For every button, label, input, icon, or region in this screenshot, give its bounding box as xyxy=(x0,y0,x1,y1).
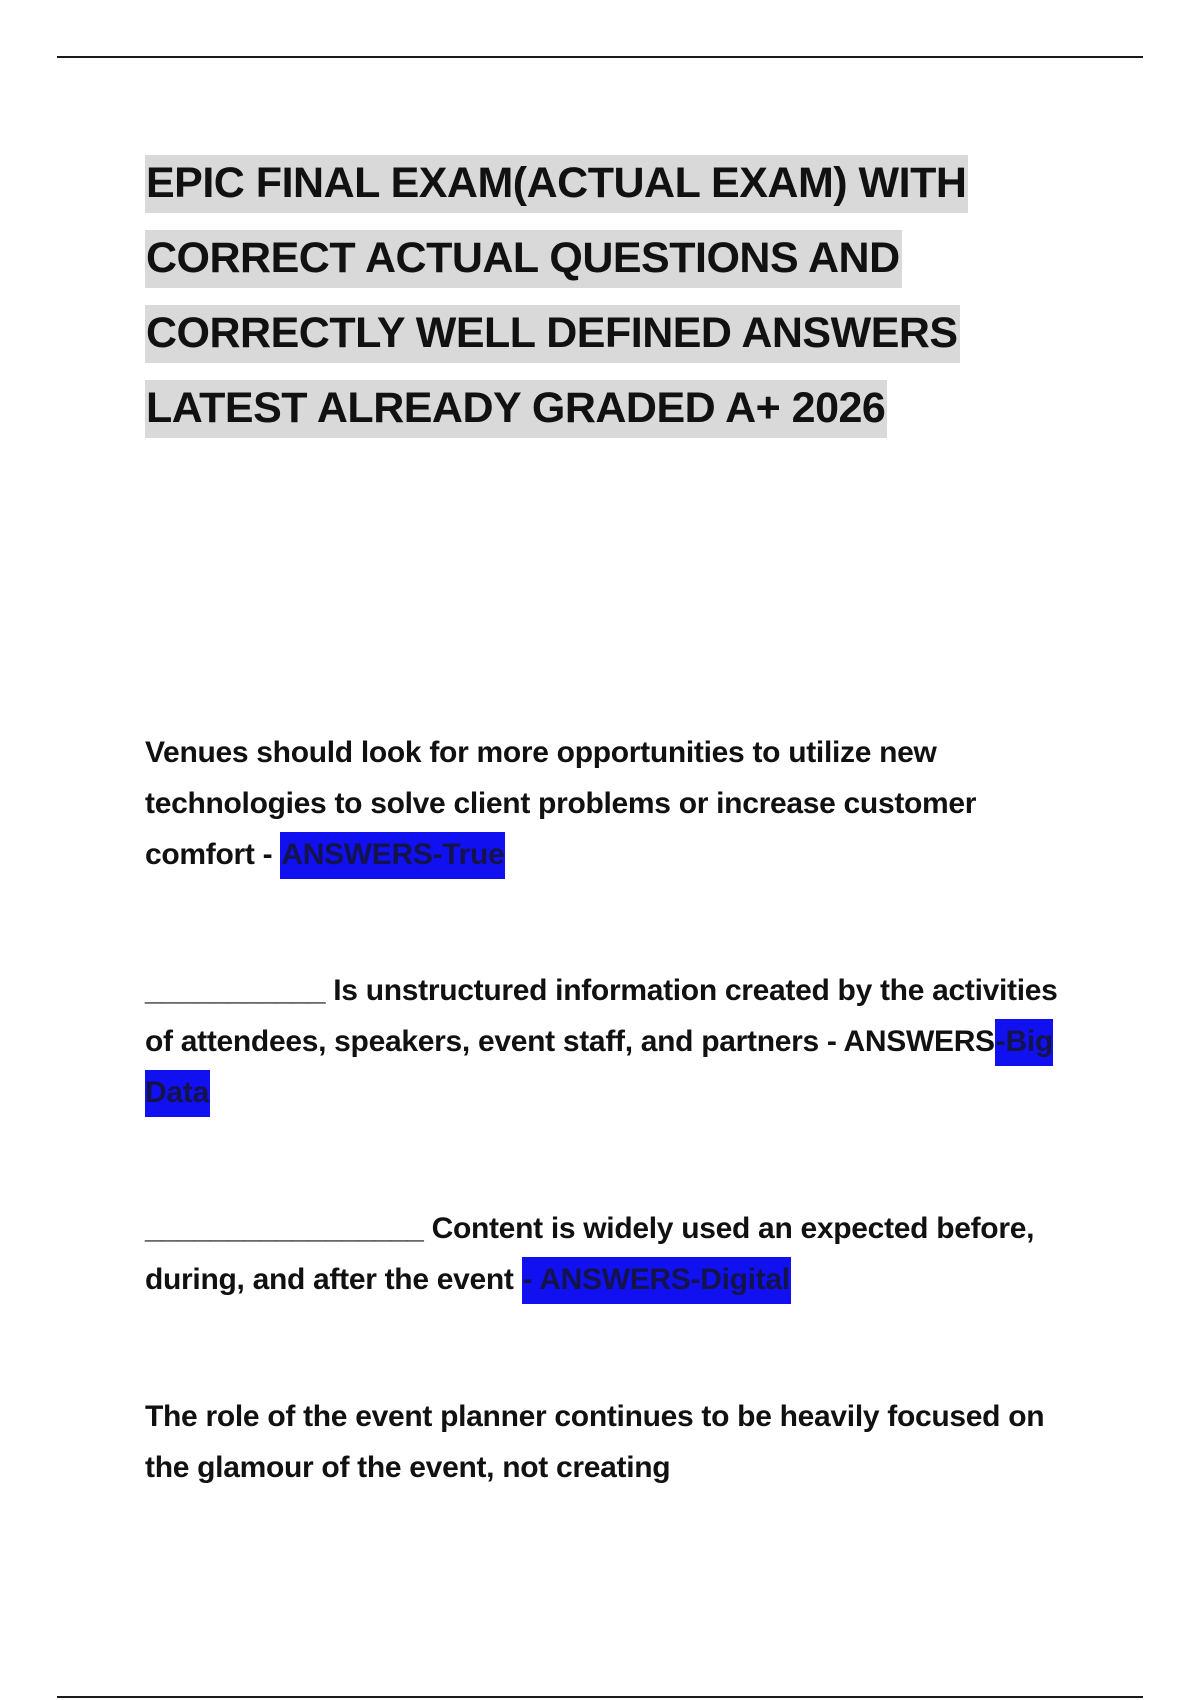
title-line-text: CORRECT ACTUAL QUESTIONS AND xyxy=(145,230,902,288)
title-line xyxy=(145,221,1095,296)
question-text: ___________ Is unstructured information created by the activities of attendees, speakers, event staff, and partners - ANSWERS xyxy=(145,974,1058,1058)
title-line-text: LATEST ALREADY GRADED A+ 2026 xyxy=(145,380,887,438)
title-line xyxy=(145,146,1095,221)
answer-highlight: ANSWERS-True xyxy=(280,832,505,879)
title-line-text: CORRECTLY WELL DEFINED ANSWERS xyxy=(145,305,960,363)
title-line xyxy=(145,371,1095,446)
answer-highlight: - ANSWERS-Digital xyxy=(522,1257,791,1304)
question-text: The role of the event planner continues to be heavily focused on the glamour of the event, not creating xyxy=(145,1400,1045,1484)
document-title xyxy=(145,146,1095,446)
footer-rule xyxy=(57,1696,1143,1698)
question-item xyxy=(145,965,1065,1118)
answer-highlight: -Big Data xyxy=(145,1019,1053,1117)
question-item xyxy=(145,1391,1065,1493)
title-line xyxy=(145,296,1095,371)
question-item xyxy=(145,1203,1065,1305)
question-text: Venues should look for more opportunities to utilize new technologies to solve client problems or increase customer comfort - xyxy=(145,736,977,871)
question-item xyxy=(145,727,1065,880)
title-line-text: EPIC FINAL EXAM(ACTUAL EXAM) WITH xyxy=(145,155,968,213)
header-rule xyxy=(57,56,1143,58)
question-text: _________________ Content is widely used an expected before, during, and after the event xyxy=(145,1212,1035,1296)
